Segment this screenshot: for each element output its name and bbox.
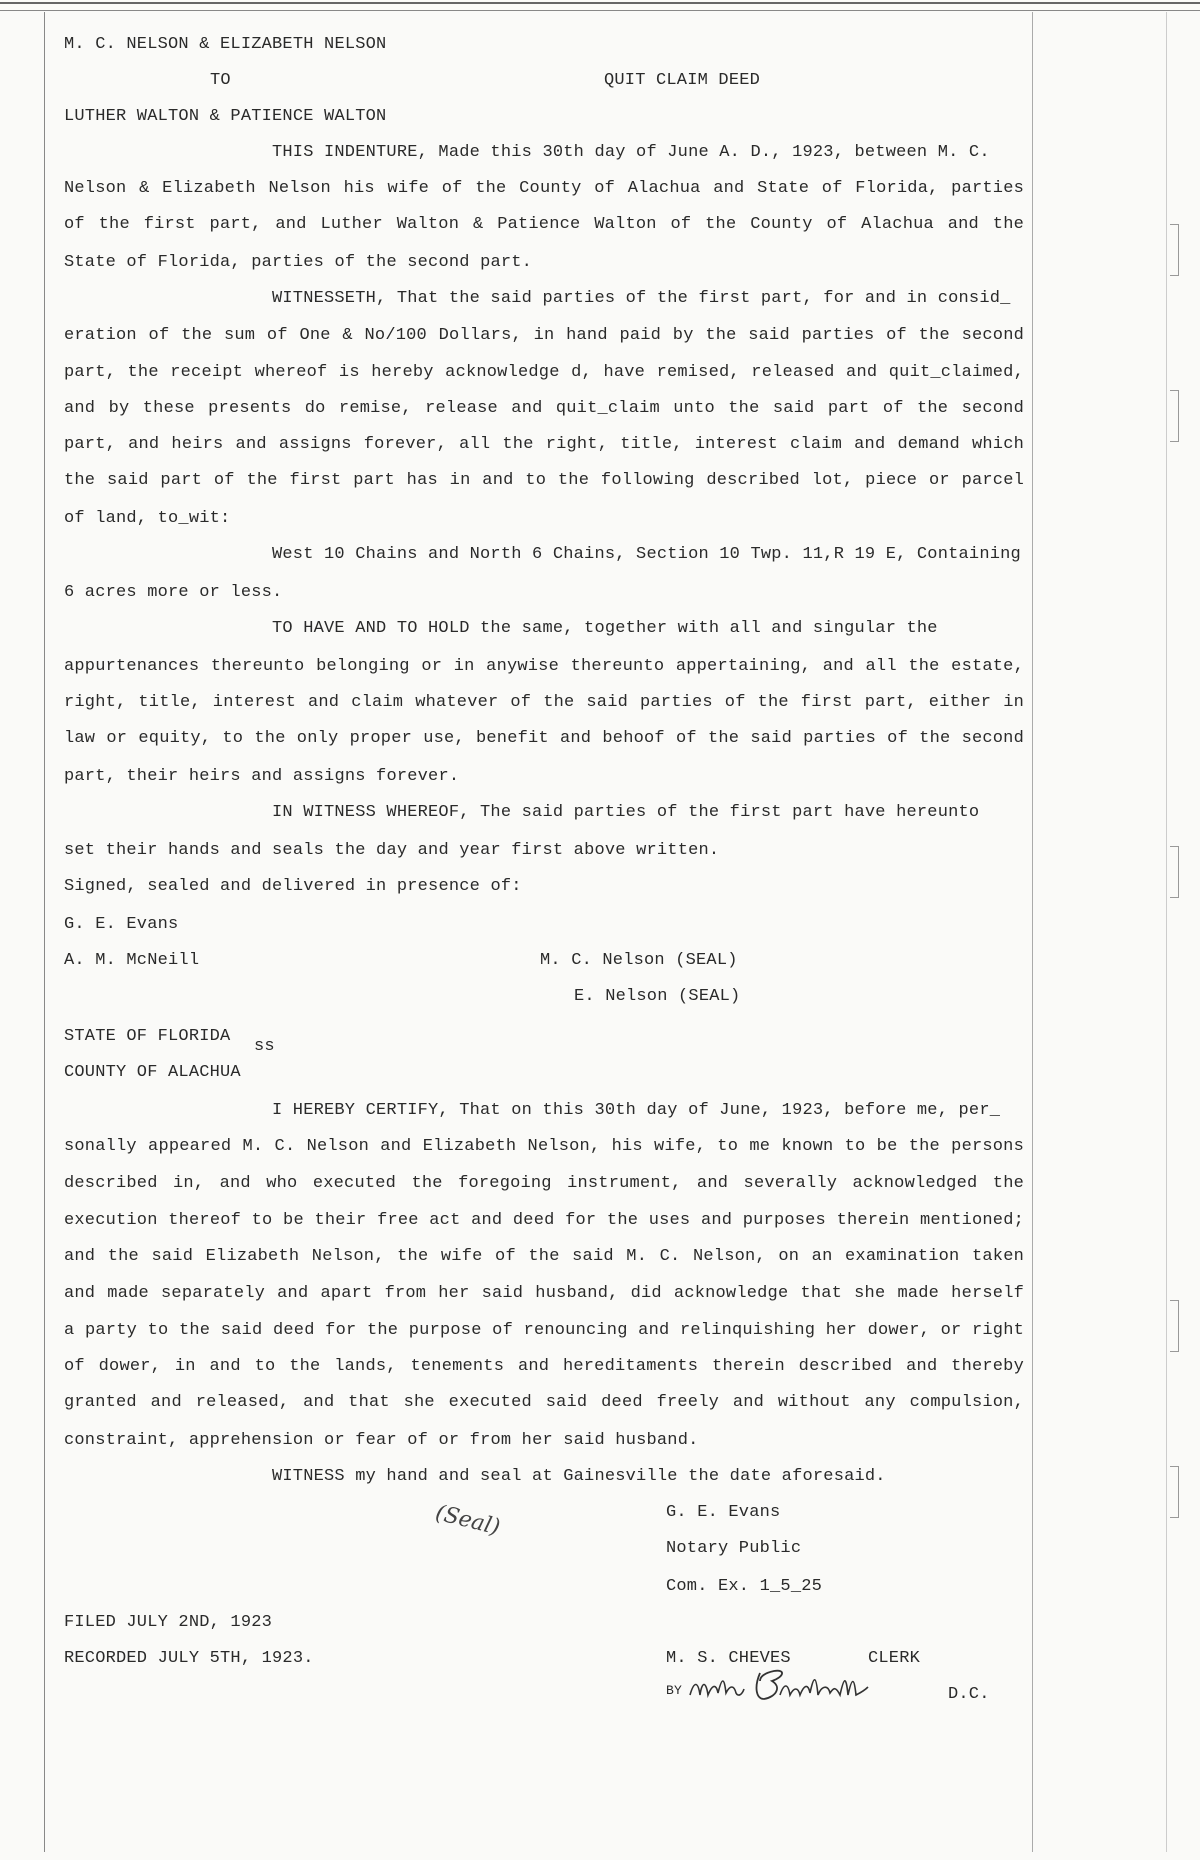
margin-bracket [1170,846,1179,898]
clerk-name: M. S. CHEVES [666,1649,791,1668]
body-line: of land, to_wit: [64,509,231,528]
cert-line: described in, and who executed the foregoing instrument, and severally acknowledged the [64,1174,1024,1193]
grantor-signature: M. C. Nelson (SEAL) [540,951,738,970]
filed-date: FILED JULY 2ND, 1923 [64,1613,273,1632]
notary-commission: Com. Ex. 1_5_25 [666,1577,823,1596]
body-line: eration of the sum of One & No/100 Dollars, in hand paid by the said parties of the second [64,326,1024,345]
property-description: West 10 Chains and North 6 Chains, Section 10 Twp. 11,R 19 E, Containing [272,545,1021,564]
cert-line: constraint, apprehension or fear of or from her said husband. [64,1431,699,1450]
body-line: part, the receipt whereof is hereby acknowledge d, have remised, released and quit_claimed, [64,363,1024,382]
margin-bracket [1170,390,1179,442]
recorded-date: RECORDED JULY 5TH, 1923. [64,1649,314,1668]
witness-name: G. E. Evans [64,915,179,934]
body-line: THIS INDENTURE, Made this 30th day of June A. D., 1923, between M. C. [272,143,990,162]
notary-name: G. E. Evans [666,1503,781,1522]
right-edge-line [1166,12,1167,1852]
right-margin-line [1032,12,1033,1852]
body-line: the said part of the first part has in and to the following described lot, piece or parcel [64,471,1024,490]
venue-state: STATE OF FLORIDA [64,1027,231,1046]
handwritten-seal: (Seal) [432,1500,503,1541]
body-line: 6 acres more or less. [64,583,283,602]
margin-bracket [1170,1300,1179,1352]
cert-line: a party to the said deed for the purpose of renouncing and relinquishing her dower, or right [64,1321,1024,1340]
witness-name: A. M. McNeill [64,951,200,970]
top-border [0,2,1200,4]
body-line: TO HAVE AND TO HOLD the same, together with all and singular the [272,619,938,638]
body-line: of the first part, and Luther Walton & Patience Walton of the County of Alachua and the [64,215,1024,234]
margin-bracket [1170,224,1179,276]
body-line: IN WITNESS WHEREOF, The said parties of the first part have hereunto [272,803,980,822]
body-line: right, title, interest and claim whatever of the said parties of the first part, either in [64,693,1024,712]
cert-line: granted and released, and that she executed said deed freely and without any compulsion, [64,1393,1024,1412]
to-label: TO [210,71,231,90]
margin-bracket [1170,1466,1179,1518]
body-line: part, and heirs and assigns forever, all the right, title, interest claim and demand which [64,435,1024,454]
grantors: M. C. NELSON & ELIZABETH NELSON [64,35,387,54]
venue-ss: ss [254,1037,275,1056]
body-line: set their hands and seals the day and year first above written. [64,841,720,860]
body-line: appurtenances thereunto belonging or in anywise thereunto appertaining, and all the estate, [64,657,1024,676]
cert-line: WITNESS my hand and seal at Gainesville the date aforesaid. [272,1467,886,1486]
body-line: law or equity, to the only proper use, benefit and behoof of the said parties of the second [64,729,1024,748]
notary-title: Notary Public [666,1539,802,1558]
left-margin-line [44,12,45,1852]
body-line: part, their heirs and assigns forever. [64,767,460,786]
top-border-inner [0,10,1200,11]
deed-type: QUIT CLAIM DEED [604,71,761,90]
body-line: Nelson & Elizabeth Nelson his wife of the County of Alachua and State of Florida, parties [64,179,1024,198]
handwritten-signature [664,1667,914,1707]
clerk-title: CLERK [868,1649,921,1668]
deputy-clerk: D.C. [948,1685,990,1704]
grantees: LUTHER WALTON & PATIENCE WALTON [64,107,387,126]
venue-county: COUNTY OF ALACHUA [64,1063,241,1082]
body-line: State of Florida, parties of the second part. [64,253,533,272]
cert-line: execution thereof to be their free act and deed for the uses and purposes therein mentioned; [64,1211,1024,1230]
cert-line: sonally appeared M. C. Nelson and Elizabeth Nelson, his wife, to me known to be the persons [64,1137,1024,1156]
cert-line: I HEREBY CERTIFY, That on this 30th day of June, 1923, before me, per_ [272,1101,1001,1120]
by-label: BY [666,1683,683,1698]
body-line: Signed, sealed and delivered in presence of: [64,877,522,896]
cert-line: of dower, in and to the lands, tenements and hereditaments therein described and thereby [64,1357,1024,1376]
body-line: and by these presents do remise, release and quit_claim unto the said part of the second [64,399,1024,418]
body-line: WITNESSETH, That the said parties of the first part, for and in consid_ [272,289,1011,308]
cert-line: and made separately and apart from her said husband, did acknowledge that she made herself [64,1284,1024,1303]
grantor-signature: E. Nelson (SEAL) [574,987,741,1006]
cert-line: and the said Elizabeth Nelson, the wife of the said M. C. Nelson, on an examination taken [64,1247,1024,1266]
